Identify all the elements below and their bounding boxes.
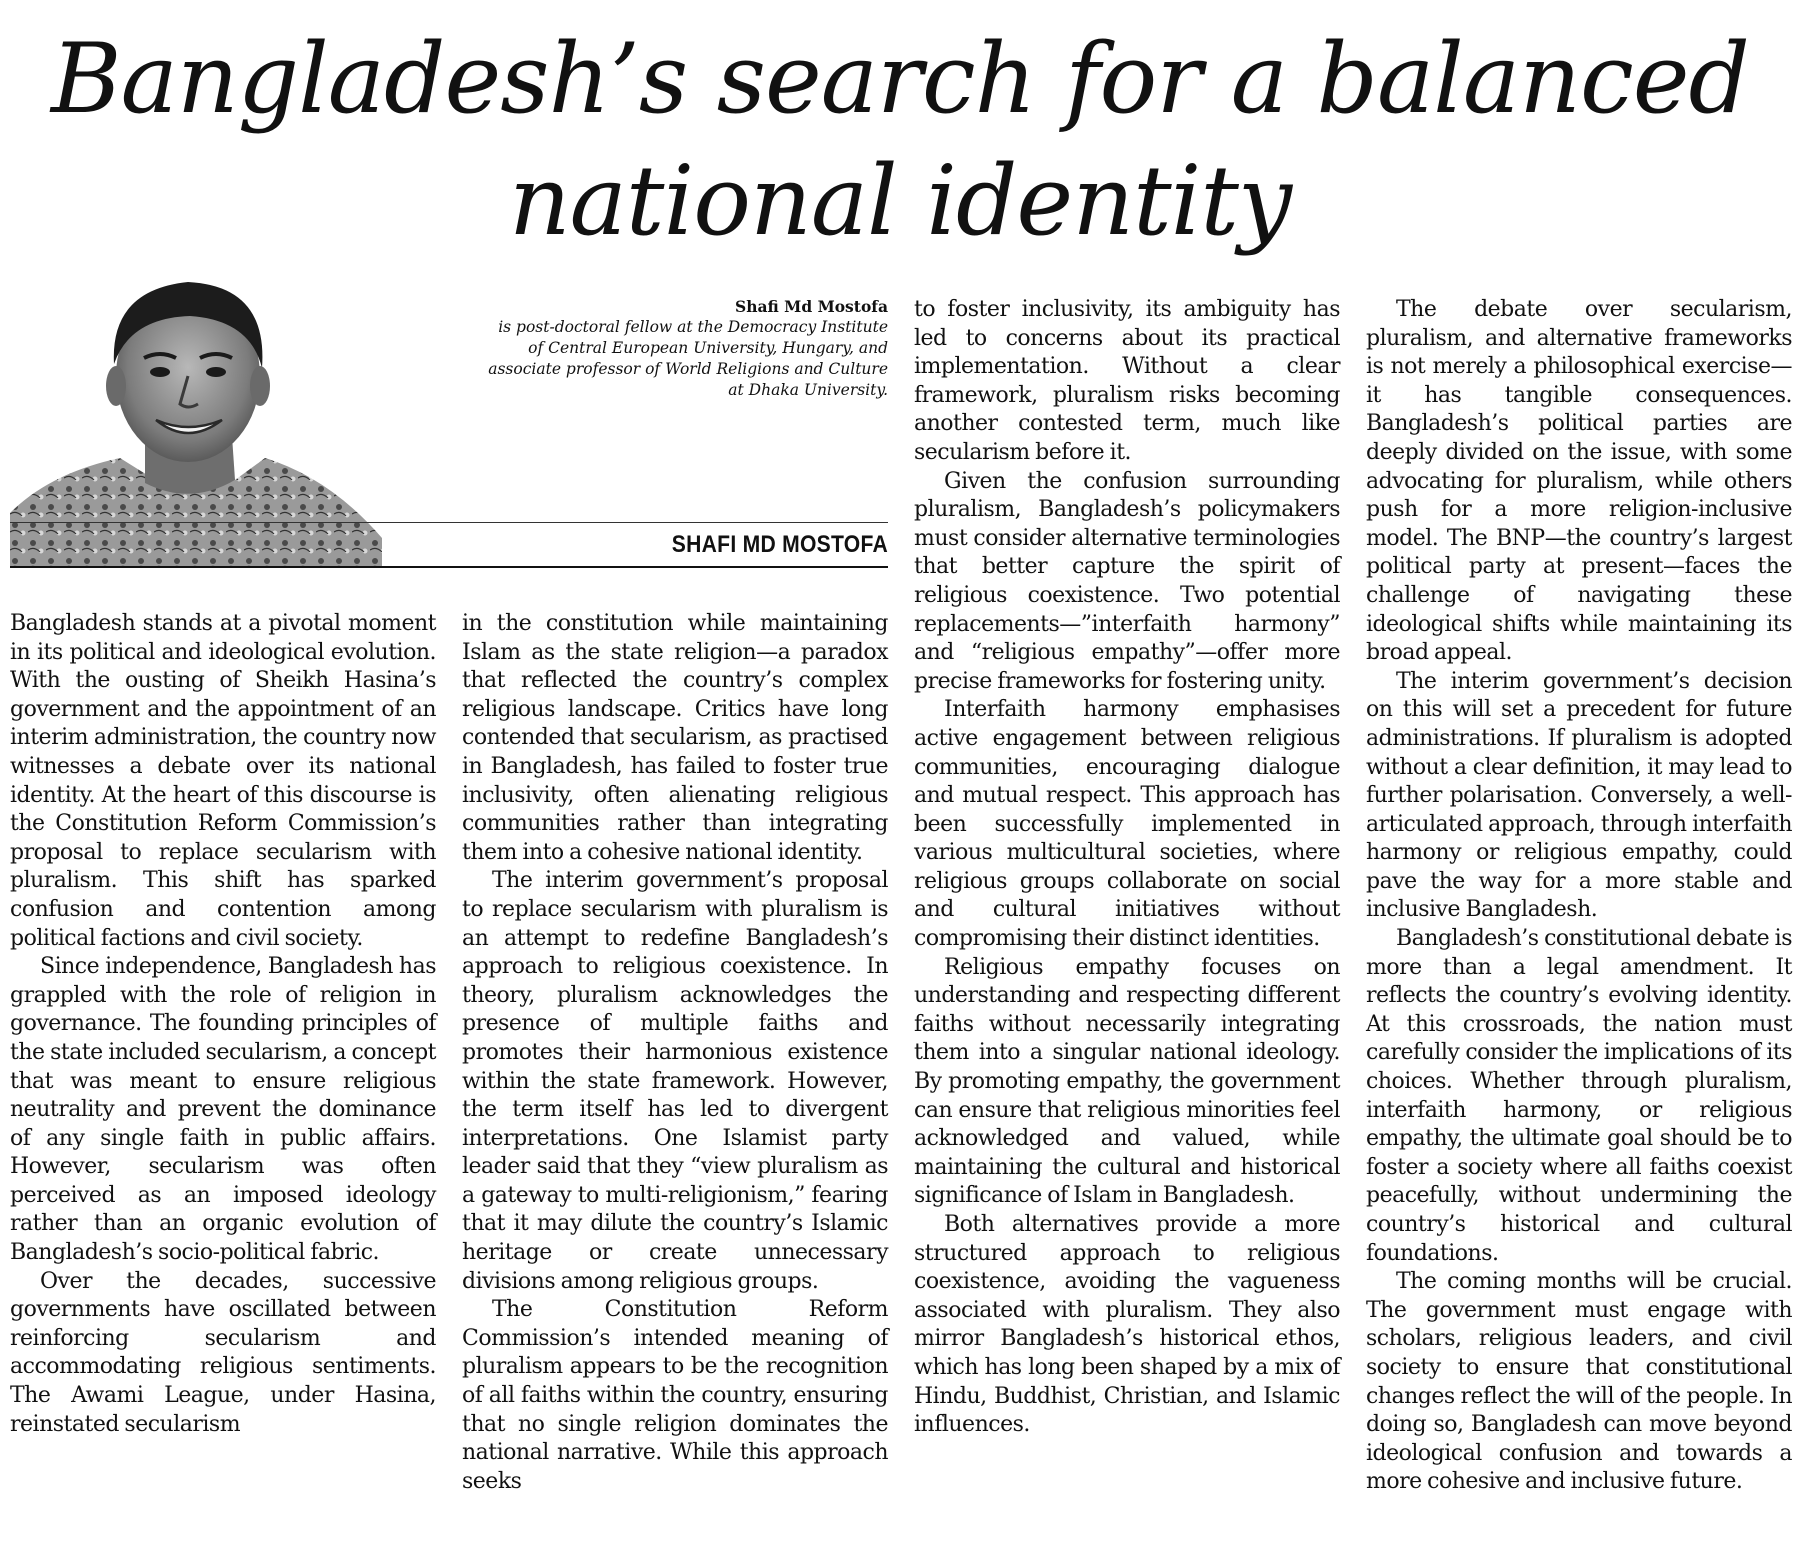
byline-divider	[10, 522, 888, 523]
body-paragraph: Bangladesh’s constitutional debate is more than a legal amendment. It reflects the country’s evolving identity. At this crossroads, the nation must carefully consider the implications of its choices. Whether through pluralism, interfaith harmony, or religious empathy, the ultimate goal should be to foster a society where all faiths coexist peacefully, without undermining the country’s historical and cultural foundations.	[1366, 926, 1792, 1266]
body-paragraph: The interim government’s decision on this will set a precedent for future administrations. If pluralism is adopted without a clear definition, it may lead to further polarisation. Conversely, a well-articulated approach, through interfaith harmony or religious empathy, could pave the way for a more stable and inclusive Bangladesh.	[1366, 668, 1792, 923]
body-paragraph: Since independence, Bangladesh has grappled with the role of religion in governance. The founding principles of the state included secularism, a concept that was meant to ensure religious neutrality and prevent the dominance of any single faith in public affairs. However, secularism was often perceived as an imposed ideology rather than an organic evolution of Bangladesh’s socio-political fabric.	[10, 954, 436, 1266]
article-column-2	[462, 610, 888, 1496]
body-paragraph: Bangladesh stands at a pivotal moment in its political and ideological evolution. With the ousting of Sheikh Hasina’s government and the appointment of an interim administration, the country now witnesses a debate over its national identity. At the heart of this discourse is the Constitution Reform Commission’s proposal to replace secularism with pluralism. This shift has sparked confusion and contention among political factions and civil society.	[10, 611, 436, 951]
body-paragraph: The Constitution Reform Commission’s intended meaning of pluralism appears to be the recognition of all faiths within the country, ensuring that no single religion dominates the national narrative. While this approach seeks	[462, 1297, 888, 1494]
author-byline: SHAFI MD MOSTOFA	[671, 531, 888, 558]
body-paragraph: Both alternatives provide a more structured approach to religious coexistence, avoiding the vagueness associated with pluralism. They also mirror Bangladesh’s historical ethos, which has long been shaped by a mix of Hindu, Buddhist, Christian, and Islamic influences.	[914, 1212, 1340, 1438]
body-paragraph: Given the confusion surrounding pluralism, Bangladesh’s policymakers must consider alternative terminologies that better capture the spirit of religious coexistence. Two potential replacements—”interfaith harmony” and “religious empathy”—offer more precise frameworks for fostering unity.	[914, 468, 1340, 694]
body-paragraph: The coming months will be crucial. The government must engage with scholars, religious leaders, and civil society to ensure that constitutional changes reflect the will of the people. In doing so, Bangladesh can move beyond ideological confusion and towards a more cohesive and inclusive future.	[1366, 1269, 1792, 1495]
body-paragraph: Over the decades, successive governments have oscillated between reinforcing secularism and accommodating religious sentiments. The Awami League, under Hasina, reinstated secularism	[10, 1268, 436, 1437]
eye-left	[150, 367, 170, 377]
author-note	[488, 296, 888, 401]
byline-underline	[10, 566, 888, 568]
ear-right	[250, 366, 270, 406]
body-paragraph: The debate over secularism, pluralism, and alternative frameworks is not merely a philosophical exercise—it has tangible consequences. Bangladesh’s political parties are deeply divided on the issue, with some advocating for pluralism, while others push for a more religion-inclusive model. The BNP—the country’s largest political party at present—faces the challenge of navigating these ideological shifts while maintaining its broad appeal.	[1366, 297, 1792, 666]
body-paragraph: to foster inclusivity, its ambiguity has led to concerns about its practical implementation. Without a clear framework, pluralism risks becoming another contested term, much like secularism before it.	[914, 297, 1340, 465]
article-column-4	[1366, 296, 1792, 1497]
ear-left	[106, 366, 126, 406]
body-paragraph: Interfaith harmony emphasises active engagement between religious communities, encouraging dialogue and mutual respect. This approach has been successfully implemented in various multicultural societies, where religious groups collaborate on social and cultural initiatives without compromising their distinct identities.	[914, 697, 1340, 952]
eye-right	[206, 367, 226, 377]
headline: Bangladesh’s search for a balanced national identity	[51, 23, 1749, 257]
body-paragraph: The interim government’s proposal to replace secularism with pluralism is an attempt to redefine Bangladesh’s approach to religious coexistence. In theory, pluralism acknowledges the presence of multiple faiths and promotes their harmonious existence within the state framework. However, the term itself has led to divergent interpretations. One Islamist party leader said that they “view pluralism as a gateway to multi-religionism,” fearing that it may dilute the country’s Islamic heritage or create unnecessary divisions among religious groups.	[462, 868, 888, 1294]
article-column-3	[914, 296, 1340, 1440]
author-note-name: Shafi Md Mostofa	[735, 297, 888, 316]
body-paragraph: Religious empathy focuses on understanding and respecting different faiths without necessarily integrating them into a singular national ideology. By promoting empathy, the government can ensure that religious minorities feel acknowledged and valued, while maintaining the cultural and historical significance of Islam in Bangladesh.	[914, 954, 1340, 1209]
article-column-1	[10, 610, 436, 1439]
author-photo	[10, 268, 382, 568]
author-note-description: is post-doctoral fellow at the Democracy Institute of Central European University, Hungary, and associate professor of World Religions and Culture at Dhaka University.	[488, 318, 888, 399]
body-paragraph: in the constitution while maintaining Islam as the state religion—a paradox that reflected the country’s complex religious landscape. Critics have long contended that secularism, as practised in Bangladesh, has failed to foster true inclusivity, often alienating religious communities rather than integrating them into a cohesive national identity.	[462, 611, 888, 865]
